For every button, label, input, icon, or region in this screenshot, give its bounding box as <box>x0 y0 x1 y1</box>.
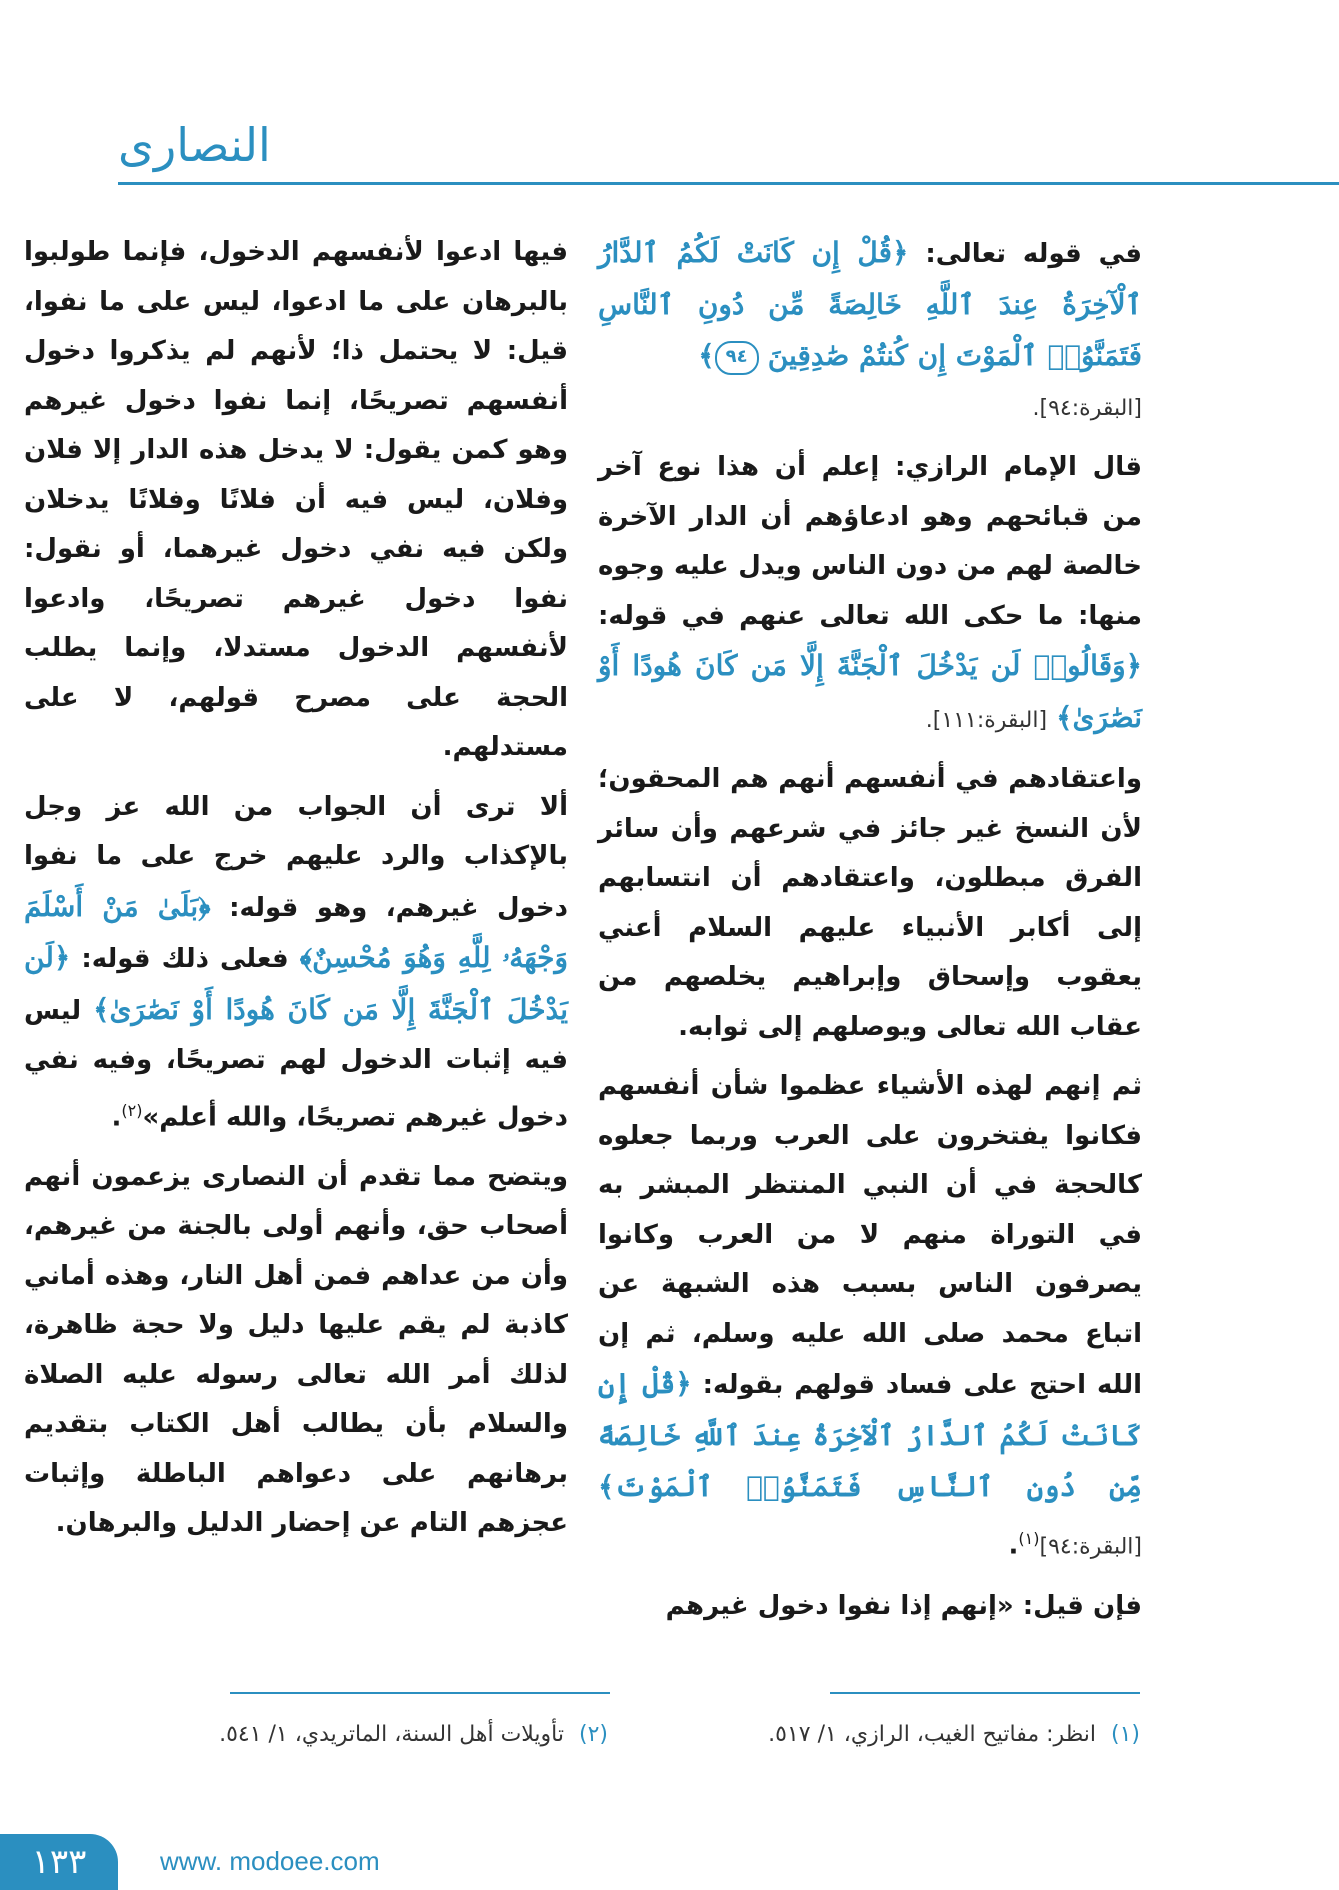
footnote-2 <box>24 1722 608 1747</box>
paragraph-text: فعلى ذلك قوله: <box>81 944 289 974</box>
quran-verse: ﴿قُلْ إِن كَانَتْ لَكُمُ ٱلدَّارُ ٱلْآخِرَةُ عِندَ ٱللَّهِ خَالِصَةً مِّن دُونِ ٱلنَّاسِ فَتَمَنَّوُا۟ ٱلْمَوْتَ إِن كُنتُمْ صَٰدِقِينَ <box>598 236 1142 372</box>
verse-reference: [البقرة:١١١]. <box>925 707 1048 733</box>
paragraph-1: فيها ادعوا لأنفسهم الدخول، فإنما طولبوا بالبرهان على ما ادعوا، ليس على ما نفوا، قيل: لا يحتمل ذا؛ لأنهم لم يذكروا دخول أنفسهم تصريحًا، إنما نفوا دخول غيرهم وهو كمن يقول: لا يدخل هذه الدار إلا فلان وفلان، ليس فيه أن فلانًا وفلانًا يدخلان ولكن فيه نفي دخول غيرهما، أو نقول: نفوا دخول غيرهم تصريحًا، وادعوا لأنفسهم الدخول مستدلا، وإنما يطلب الحجة على مصرح قولهم، لا على مستدلهم. <box>24 237 568 762</box>
quran-close-bracket: ﴾ <box>698 339 715 372</box>
paragraph-2 <box>598 443 1142 745</box>
intro-text: في قوله تعالى: <box>925 239 1142 269</box>
footnote-divider-left <box>230 1692 610 1694</box>
footnote-1 <box>660 1722 1140 1747</box>
verse-reference: [البقرة:٩٤]. <box>1032 395 1142 421</box>
paragraph-3: واعتقادهم في أنفسهم أنهم هم المحقون؛ لأن النسخ غير جائز في شرعهم وأن سائر الفرق مبطلون، واعتقادهم أن انتسابهم إلى أكابر الأنبياء عليهم السلام أعني يعقوب وإسحاق وإبراهيم يخلصهم من عقاب الله تعالى ويوصلهم إلى ثوابه. <box>598 764 1142 1042</box>
paragraph-text: ألا ترى أن الجواب من الله عز وجل بالإكذاب والرد عليهم خرج على ما نفوا دخول غيرهم، وهو قوله: <box>24 791 568 923</box>
website-link[interactable]: www. modoee.com <box>160 1846 380 1876</box>
paragraph-2 <box>24 783 568 1143</box>
right-column <box>598 228 1142 1641</box>
quran-verse: ﴿بَلَىٰ مَنْ أَسْلَمَ وَجْهَهُۥ لِلَّهِ وَهُوَ مُحْسِنٌ﴾ <box>24 889 569 974</box>
paragraph-5: فإن قيل: «إنهم إذا نفوا دخول غيرهم <box>665 1590 1142 1621</box>
footnote-text: انظر: مفاتيح الغيب، الرازي، ١/ ٥١٧. <box>768 1722 1096 1747</box>
footnote-text: تأويلات أهل السنة، الماتريدي، ١/ ٥٤١. <box>219 1722 564 1747</box>
paragraph-text: قال الإمام الرازي: إعلم أن هذا نوع آخر من قبائحهم وهو ادعاؤهم أن الدار الآخرة خالصة لهم من دون الناس ويدل عليه وجوه منها: ما حكى الله تعالى عنهم في قوله: <box>598 452 1142 631</box>
footnote-marker: (١) <box>1018 1528 1040 1548</box>
sentence-end: . <box>1008 1530 1019 1561</box>
verse-reference: [البقرة:٩٤] <box>1039 1534 1142 1560</box>
paragraph-1 <box>598 228 1142 433</box>
left-column <box>24 228 568 1559</box>
page-title: النصارى <box>118 118 271 172</box>
footnote-marker: (٢) <box>121 1100 143 1120</box>
footnote-number: (٢) <box>578 1722 608 1747</box>
page-number-badge: ١٣٣ <box>0 1834 118 1890</box>
quran-verse: ﴿قُلْ إِن كَانَتْ لَكُمُ ٱلدَّارُ ٱلْآخِرَةُ عِندَ ٱللَّهِ خَالِصَةً مِّن دُونِ ٱلنَّاسِ فَتَمَنَّوُا۟ ٱلْمَوْتَ﴾ <box>598 1367 1142 1503</box>
footnote-divider-right <box>830 1692 1140 1694</box>
paragraph-text: ليس فيه إثبات الدخول لهم تصريحًا، وفيه نفي دخول غيرهم تصريحًا، والله أعلم» <box>24 995 568 1133</box>
paragraph-3: ويتضح مما تقدم أن النصارى يزعمون أنهم أصحاب حق، وأنهم أولى بالجنة من غيرهم، وأن من عداهم فمن أهل النار، وهذه أماني كاذبة لم يقم عليها دليل ولا حجة ظاهرة، لذلك أمر الله تعالى رسوله عليه الصلاة والسلام بأن يطالب أهل الكتاب بتقديم برهانهم على دعواهم الباطلة وإثبات عجزهم التام عن إحضار الدليل والبرهان. <box>24 1161 568 1539</box>
quran-verse: ﴿لَن يَدْخُلَ ٱلْجَنَّةَ إِلَّا مَن كَانَ هُودًا أَوْ نَصَٰرَىٰ﴾ <box>24 941 568 1026</box>
paragraph-text: ثم إنهم لهذه الأشياء عظموا شأن أنفسهم فكانوا يفتخرون على العرب وربما جعلوه كالحجة في أن النبي المنتظر المبشر به في التوراة منهم لا من العرب وكانوا يصرفون الناس بسبب هذه الشبهة عن اتباع محمد صلى الله عليه وسلم، ثم إن الله احتج على فساد قولهم بقوله: <box>598 1071 1142 1400</box>
paragraph-4 <box>598 1062 1142 1572</box>
footnote-number: (١) <box>1110 1722 1140 1747</box>
sentence-end: . <box>111 1102 122 1133</box>
ayah-number-badge: ٩٤ <box>715 341 759 375</box>
header-divider <box>118 182 1339 185</box>
quran-verse: ﴿وَقَالُوا۟ لَن يَدْخُلَ ٱلْجَنَّةَ إِلَّا مَن كَانَ هُودًا أَوْ نَصَٰرَىٰ﴾ <box>598 649 1142 734</box>
